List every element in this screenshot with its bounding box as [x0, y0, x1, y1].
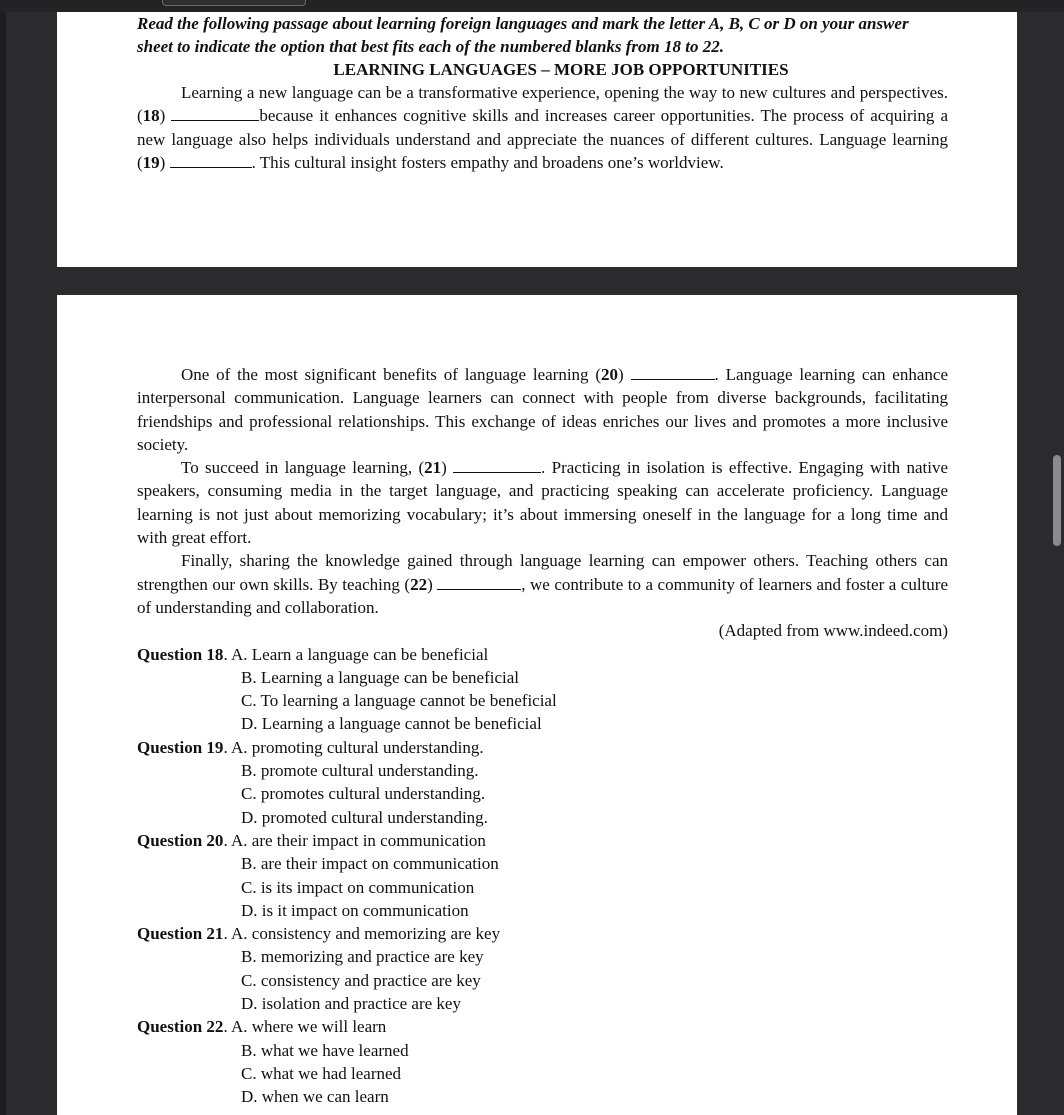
- question-label: Question 20: [137, 830, 224, 850]
- option-a: A. consistency and memorizing are key: [231, 924, 501, 944]
- question-label: Question 22: [137, 1017, 224, 1037]
- option-c: C. what we had learned: [241, 1063, 402, 1083]
- document-page-2: [57, 295, 1017, 1115]
- paragraph-4: Finally, sharing the knowledge gained through language learning can empower others. Teaching others can strengthen our own skills. By teaching (22) , we contribute to a community of learners and foster a culture of understanding and collaboration.: [137, 551, 948, 617]
- passage-title: LEARNING LANGUAGES – MORE JOB OPPORTUNITIES: [333, 60, 789, 79]
- paragraph-2: One of the most significant benefits of language learning (20) . Language learning can enhance interpersonal communication. Language learners can connect with people from diverse backgrounds, facilitating friendships and professional relationships. This exchange of ideas enriches our lives and promotes a more inclusive society.: [137, 365, 948, 454]
- paragraph-1: Learning a new language can be a transformative experience, opening the way to new cultures and perspectives. (18) because it enhances cognitive skills and increases career opportunities. The process of acquiring a new language also helps individuals understand and appreciate the nuances of different cultures. Language learning (19) . This cultural insight fosters empathy and broadens one’s worldview.: [137, 83, 948, 172]
- toolbar-tab[interactable]: [162, 0, 306, 6]
- option-c: C. promotes cultural understanding.: [241, 784, 486, 804]
- question-20: Question 20. A. are their impact in communication B. are their impact on communication C. is its impact on communication D. is it impact on communication: [137, 829, 948, 922]
- paragraph-3: To succeed in language learning, (21) . Practicing in isolation is effective. Engaging with native speakers, consuming media in the target language, and practicing speaking can accelerate proficiency. Language learning is not just about memorizing vocabulary; it’s about immersing oneself in the language for a long time and with great effort.: [137, 458, 948, 548]
- option-b: B. Learning a language can be beneficial: [241, 667, 520, 687]
- option-a: A. are their impact in communication: [231, 830, 486, 850]
- option-c: C. consistency and practice are key: [241, 970, 481, 990]
- instructions: Read the following passage about learning foreign languages and mark the letter A, B, C or D on your answer sheet to indicate the option that best fits each of the numbered blanks from 18 to 22.: [137, 14, 909, 56]
- vertical-scrollbar[interactable]: [1053, 455, 1061, 546]
- option-d: D. Learning a language cannot be beneficial: [241, 714, 542, 734]
- window-left-edge: [0, 0, 6, 1115]
- option-a: A. where we will learn: [231, 1017, 387, 1037]
- viewer-toolbar: [0, 0, 1064, 12]
- source-citation: (Adapted from www.indeed.com): [718, 621, 948, 641]
- document-page-1: [57, 12, 1017, 267]
- blank-21: [453, 457, 541, 473]
- option-d: D. when we can learn: [241, 1087, 389, 1107]
- blank-20: [631, 364, 715, 380]
- question-19: Question 19. A. promoting cultural understanding. B. promote cultural understanding. C. promotes cultural understanding. D. promoted cultural understanding.: [137, 736, 948, 829]
- option-d: D. isolation and practice are key: [241, 994, 461, 1014]
- option-a: A. Learn a language can be beneficial: [231, 644, 489, 664]
- question-list: [137, 643, 948, 1109]
- option-c: C. is its impact on communication: [241, 877, 475, 897]
- option-c: C. To learning a language cannot be beneficial: [241, 691, 557, 711]
- option-d: D. promoted cultural understanding.: [241, 807, 488, 827]
- option-b: B. promote cultural understanding.: [241, 761, 479, 781]
- option-a: A. promoting cultural understanding.: [231, 737, 484, 757]
- question-label: Question 19: [137, 737, 224, 757]
- option-b: B. are their impact on communication: [241, 854, 499, 874]
- blank-19: [170, 152, 252, 168]
- question-label: Question 18: [137, 644, 224, 664]
- option-b: B. what we have learned: [241, 1040, 409, 1060]
- question-22: Question 22. A. where we will learn B. what we have learned C. what we had learned D. when we can learn: [137, 1015, 948, 1108]
- option-b: B. memorizing and practice are key: [241, 947, 484, 967]
- question-18: Question 18. A. Learn a language can be beneficial B. Learning a language can be beneficial C. To learning a language cannot be beneficial D. Learning a language cannot be beneficial: [137, 643, 948, 736]
- option-d: D. is it impact on communication: [241, 900, 469, 920]
- question-21: Question 21. A. consistency and memorizing are key B. memorizing and practice are key C. consistency and practice are key D. isolation and practice are key: [137, 922, 948, 1015]
- blank-18: [171, 105, 259, 121]
- blank-22: [437, 574, 521, 590]
- question-label: Question 21: [137, 924, 224, 944]
